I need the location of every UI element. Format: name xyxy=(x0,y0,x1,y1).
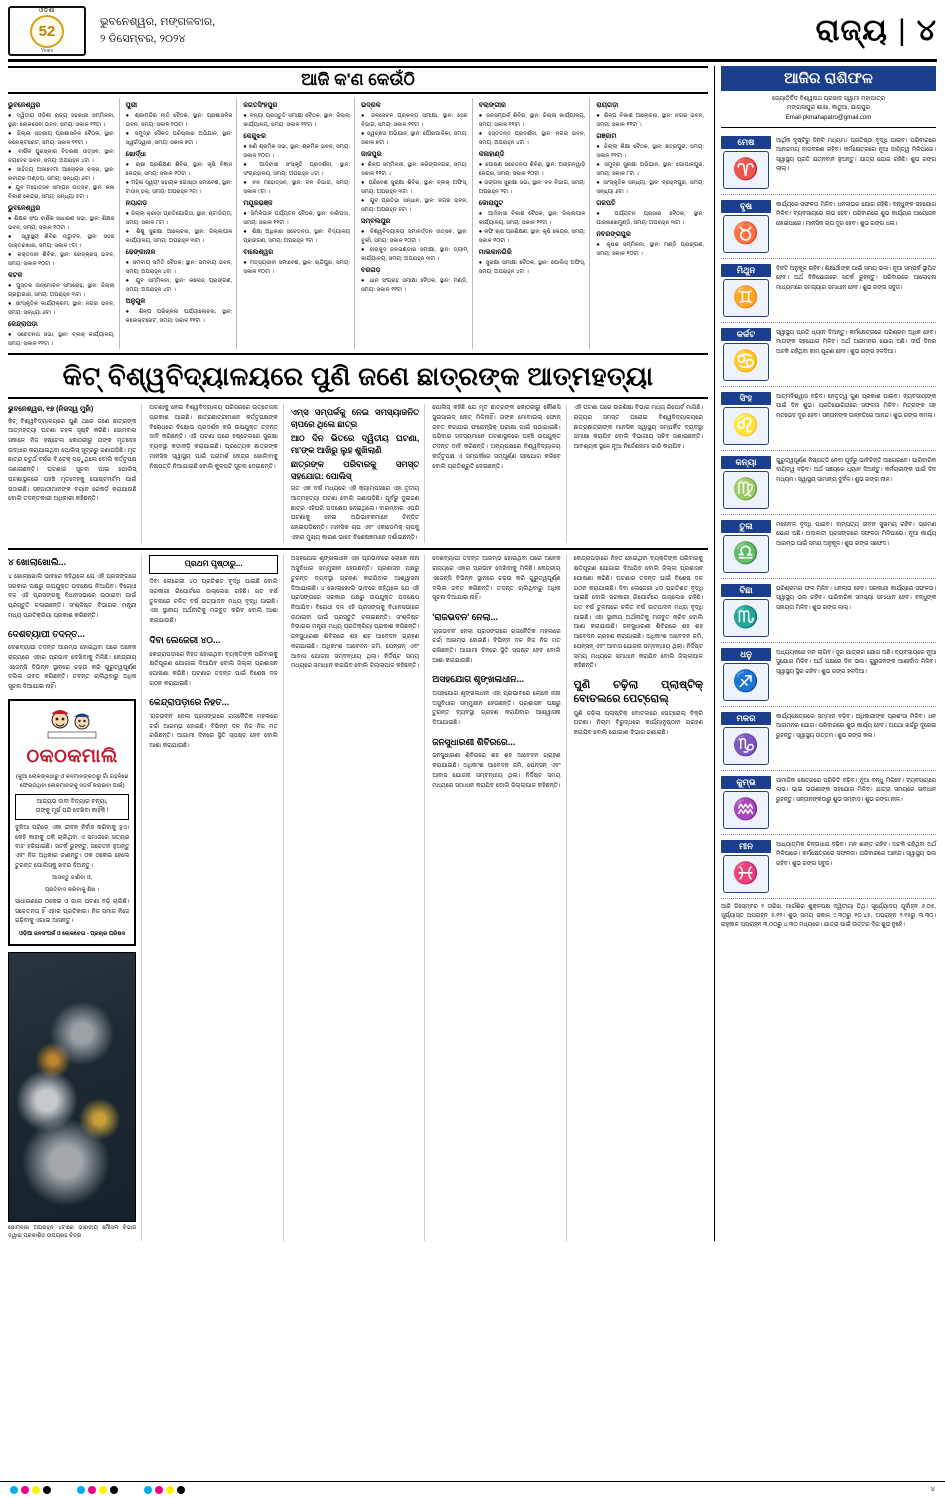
event-item: ● ପୋଷଣ ସଚେତନତା ଶିବିର, ସ୍ଥାନ: ଅଙ୍ଗନୱାଡ଼ି କେନ୍ଦ୍ର, ସମୟ: ସକାଳ ୧୦ଟା । xyxy=(478,162,586,177)
newspaper-logo xyxy=(8,6,86,56)
ad-credit: ଓଡ଼ିଆ ଜନସଂପର୍କ ଓ ଲୋକଚେତା - ପ୍ରଚାର ପରିଷଦ xyxy=(19,931,126,938)
zodiac-row xyxy=(721,195,936,259)
story-column xyxy=(432,404,566,543)
event-item: ● ଜଳସେଚନ ପ୍ରକଳ୍ପ ସମୀକ୍ଷା, ସ୍ଥାନ: ସେଚ ବିଭାଗ, ସମୟ: ସକାଳ ୧୧ଟା । xyxy=(361,113,468,128)
event-item: ● ବନ ମହୋତ୍ସବ, ସ୍ଥାନ: ବନ ବିଭାଗ, ସମୟ: ସକାଳ ୯ଟା । xyxy=(243,180,351,195)
event-city-heading: ଜାଜପୁର xyxy=(361,151,382,159)
event-city-heading: ଖୋର୍ଦ୍ଧା xyxy=(125,151,146,159)
event-item: ● ସମୁଦ୍ର ସୈକତ ପରିଷ୍କାର ଅଭିଯାନ, ସ୍ଥାନ: ସ୍ୱର୍ଗଦ୍ୱାର, ସମୟ: ସକାଳ ୭ଟା । xyxy=(125,131,233,146)
horoscope-sidebar xyxy=(714,66,936,1241)
zodiac-ବୃଷ-icon: ♉ xyxy=(723,215,769,253)
event-item: ● ଶିକ୍ଷା ଅଧିକାର ସଚେତନତା, ସ୍ଥାନ: ବିଦ୍ୟାଳୟ ପ୍ରାଙ୍ଗଣ, ସମୟ: ଅପରାହ୍ନ ୨ଟା । xyxy=(243,229,351,244)
event-item: ● ଶିଳ୍ପ ପରିଚାଳନା ପର୍ଯ୍ୟାଲୋଚନା, ସ୍ଥାନ: କଲେକ୍ଟରେଟ, ସମୟ: ସକାଳ ୧୧ଟା । xyxy=(125,309,233,324)
zodiac-icon-wrap xyxy=(721,584,771,637)
astrologer-address: ମଙ୍ଗଳାପୁର ଶାଖା, କାଠୁଆ, ଯାଜପୁର xyxy=(786,105,871,112)
event-item: ● ବାର୍ଷିକ ପୁରସ୍କାର ବିତରଣୀ ଉତ୍ସବ, ସ୍ଥାନ: ଜୟଦେବ ଭବନ, ସମୟ: ଅପରାହ୍ନ ୪ଟା । xyxy=(8,149,115,164)
event-city-heading: ପୁରୀ xyxy=(125,102,138,109)
masthead-place-date xyxy=(100,14,215,47)
zodiac-name-badge: ଧନୁ xyxy=(721,648,771,661)
event-city-heading: କେନ୍ଦ୍ରାପଡ଼ା xyxy=(8,321,38,329)
event-city-heading: ରାୟଗଡ଼ା xyxy=(596,102,619,109)
event-item: ● ଆଦିବାସୀ ବିକାଶ ବୈଠକ, ସ୍ଥାନ: ଜିଲ୍ଲାପାଳ କାର୍ଯ୍ୟାଳୟ, ସମୟ: ସକାଳ ୧୧ଟା । xyxy=(478,211,586,226)
horoscope-title: ଆଜିର ରାଶିଫଳ xyxy=(721,66,936,91)
event-city-heading: ଭୁବନେଶ୍ୱର xyxy=(8,205,41,213)
continuation-paragraph: ଅସହଯୋଗ ଶୃଙ୍ଖଳାଧୀନ ଏହା ପ୍ରଭାବରେ ଲୋକେ ନାନା ଅସୁବିଧାର ସମ୍ମୁଖୀନ ହେଉଛନ୍ତି। ପ୍ରଶାସନ ପକ୍ଷରୁ ତୁରନ୍ତ ବ୍ୟବସ୍ଥା ଗ୍ରହଣ କରାଯିବାର ଆଶ୍ୱାସନା ଦିଆଯାଇଛି। xyxy=(290,556,420,592)
continuation-paragraph: ୪ ଖୋଲାଖୋଲି ଭାବରେ କହିଥିଲେ ଯେ ଏହି ପ୍ରସଙ୍ଗରେ ସରକାର ପକ୍ଷରୁ ଉପଯୁକ୍ତ ପଦକ୍ଷେପ ନିଆଯିବ। ବିରୋଧୀ ଦଳ ଏହି ପ୍ରସଙ୍ଗକୁ ବିଧାନସଭାରେ ଉଠାଇବା ପାଇଁ ପ୍ରସ୍ତୁତି ଚଳାଇଛନ୍ତି। ସଂଶ୍ଳିଷ୍ଟ ବିଭାଗର ମନ୍ତ୍ରୀ ମଧ୍ୟ ପ୍ରତିକ୍ରିୟା ପ୍ରକାଶ କରିଛନ୍ତି। xyxy=(290,585,420,631)
zodiac-name-badge: ମକର xyxy=(721,712,771,725)
event-city-heading: ବରଗଡ଼ xyxy=(361,267,381,275)
continuation-column xyxy=(8,555,142,1240)
page-label: ୪ xyxy=(916,13,937,47)
continuation-head: ଦେଶବ୍ୟାପୀ ତଦନ୍ତ... xyxy=(8,628,85,639)
zodiac-ସିଂହ-icon: ♌ xyxy=(723,407,769,445)
ad-foot-line2: ପ୍ରତିବାଦ କରିବାକୁ ଶିଖ । xyxy=(44,886,100,893)
continuation-head: କେନ୍ଦ୍ରାପଡ଼ାରେ ନିହତ... xyxy=(149,697,230,708)
event-item: ● ଜିଲ୍ଲା ସ୍ତରୀୟ ପ୍ରଶାସନିକ ବୈଠକ, ସ୍ଥାନ: କଲେକ୍ଟରେଟ, ସମୟ: ସକାଳ ୧୧ଟା । xyxy=(8,131,115,146)
astrologer-email[interactable]: Email-pkmahapatro@gmail.com xyxy=(785,114,872,121)
event-city-heading: ସମ୍ବଲପୁର xyxy=(361,218,391,226)
logo-years-number: 52 xyxy=(38,22,56,40)
event-city-heading: ନବରଙ୍ଗପୁର xyxy=(596,231,631,239)
continuation-paragraph: ଦିବା ଲେଜେରୀ ୪୦ ପ୍ରତିଶତ ବୃଦ୍ଧି ପାଇଛି ବୋଲି ସରକାରୀ ରିପୋର୍ଟରେ ଉଲ୍ଲେଖ ରହିଛି। ଗତ ବର୍ଷ ତୁଳନାରେ ଚଳିତ ବର୍ଷ ଉତ୍ପାଦନ ମଧ୍ୟ ବୃଦ୍ଧି ପାଇଛି। ଏହା ସ୍ଥାନୀୟ ଅର୍ଥନୀତିକୁ ମଜବୁତ କରିବ ବୋଲି ଆଶା କରାଯାଉଛି। xyxy=(573,585,703,631)
story-subheadline: ଆଠ ଦିନ ଭିତରେ ଦ୍ୱିତୀୟ ଘଟଣା, ମା'ଙ୍କ ଆଖିରୁ ଲୁହ ଶୁଖିଲାଣି xyxy=(290,433,420,455)
event-item: ● ସଚେତନତା ସଭା, ସ୍ଥାନ: ବ୍ଲକ୍ କାର୍ଯ୍ୟାଳୟ, ସମୟ: ସକାଳ ୧୧ଟା । xyxy=(8,332,115,347)
event-item: ● ଶିକ୍ଷକ ସଂଘ ବାର୍ଷିକ ସାଧାରଣ ସଭା, ସ୍ଥାନ: ଶିକ୍ଷକ ଭବନ, ସମୟ: ସକାଳ ୧୦ଟା । xyxy=(8,216,115,231)
event-city-heading: କେନ୍ଦୁଝର xyxy=(243,133,266,141)
color-registration-dots xyxy=(144,1486,185,1494)
events-column xyxy=(361,98,473,349)
story-paragraph: ପୋଲିସ୍ କହିଛି ଯେ ମୃତ ଛାତ୍ରଙ୍କ କୋଠରୀରୁ କୌଣସି ସୁଇସାଇଡ୍ ନୋଟ୍ ମିଳିନାହିଁ। ତାଙ୍କ ମୋବାଇଲ୍ ଫୋନ୍ ଜବତ କରାଯାଇ ଫରେନ୍‌ସିକ୍ ପରୀକ୍ଷା ପାଇଁ ପଠାଯାଇଛି। ପରିବାର ସଦସ୍ୟମାନେ ଘଟଣାସ୍ଥଳରେ ପହଞ୍ଚି ଉପଯୁକ୍ତ ତଦନ୍ତ ଦାବି କରିଛନ୍ତି। ଅନ୍ୟପକ୍ଷରେ ବିଶ୍ୱବିଦ୍ୟାଳୟ କର୍ତ୍ତୃପକ୍ଷ ଏ ସମ୍ପର୍କରେ ସମ୍ପୂର୍ଣ୍ଣ ସହଯୋଗ କରିବେ ବୋଲି ପ୍ରତିଶ୍ରୁତି ଦେଇଛନ୍ତି। xyxy=(432,405,561,470)
zodiac-row xyxy=(721,387,936,451)
event-item: ● ସାଂସ୍କୃତିକ ସନ୍ଧ୍ୟା, ସ୍ଥାନ: ବ୍ରହ୍ମପୁର, ସମୟ: ସନ୍ଧ୍ୟା ୬ଟା । xyxy=(596,180,704,195)
event-item: ● ସିମିଳିପାଳ ପର୍ଯ୍ୟଟନ ବୈଠକ, ସ୍ଥାନ: ବାରିପଦା, ସମୟ: ସକାଳ ୧୧ଟା । xyxy=(243,211,351,226)
event-item: ● ମହିଳା ସ୍ୱୟଂ ସହାୟକ ଗୋଷ୍ଠୀ ସମାବେଶ, ସ୍ଥାନ: ଟାଉନ୍ ହଲ୍, ସମୟ: ଅପରାହ୍ନ ୨ଟା । xyxy=(125,180,233,195)
continuation-paragraph: ଦେଶବ୍ୟାପୀ ତଦନ୍ତ ଆରମ୍ଭ ହୋଇଥିବା ପରେ ଅନେକ ରାଜ୍ୟରେ ଏହାର ପ୍ରଭାବ ଦେଖିବାକୁ ମିଳିଛି। କେନ୍ଦ୍ରୀୟ ଏଜେନ୍ସି ବିଭିନ୍ନ ସ୍ଥାନରେ ଚଢ଼ଉ କରି ଗୁରୁତ୍ୱପୂର୍ଣ୍ଣ ଦଲିଲ ଜବତ କରିଛନ୍ତି। ତଦନ୍ତ ଚାଲିଥିବାରୁ ଅଧିକ ସୂଚନା ଦିଆଯାଇ ନାହିଁ। xyxy=(432,556,561,602)
continuation-column xyxy=(574,555,708,1240)
event-item: ● ଧାନ ସଂଗ୍ରହ ସମୀକ୍ଷା ବୈଠକ, ସ୍ଥାନ: ମଣ୍ଡି, ସମୟ: ସକାଳ ୧୧ଟା । xyxy=(361,278,468,293)
color-registration-dots xyxy=(77,1486,118,1494)
zodiac-ଧନୁ-icon: ♐ xyxy=(723,663,769,701)
event-city-heading: ଗଜପତି xyxy=(596,200,616,208)
main-content xyxy=(8,66,708,1241)
zodiac-name-badge: ମିଥୁନ xyxy=(721,264,771,277)
ad-slogan-line2: ତାଙ୍କୁ ମୂର୍ଖ ପରି ଦେଖିବା କାହିଁକି ! xyxy=(35,808,109,815)
zodiac-prediction-text: ଆଧ୍ୟାତ୍ମିକ ଚିନ୍ତାଧାରା ବଢ଼ିବ। ମନ ଶାନ୍ତ ରହିବ। ଅଟକି ରହିଥିବା ଅର୍ଥ ମିଳିପାରେ। କର୍ମକ୍ଷେତ୍ରରେ ସଫଳତା। ପରିବାରରେ ଆନନ୍ଦ। ସ୍ୱାସ୍ଥ୍ୟ ଭଲ ରହିବ। ଶୁଭ ରଙ୍ଗ ସବୁଜ। xyxy=(776,841,936,867)
zodiac-ମକର-icon: ♑ xyxy=(723,727,769,765)
registration-dot xyxy=(177,1486,185,1494)
zodiac-row xyxy=(721,643,936,707)
ad-slogan-box xyxy=(15,794,129,820)
zodiac-row xyxy=(721,835,936,899)
event-item: ● ରକ୍ତଦାନ ଶିବିର, ସ୍ଥାନ: ରେଡ୍‌କ୍ରସ୍ ଭବନ, ସମୟ: ସକାଳ ୧୦ଟା । xyxy=(8,252,115,267)
zodiac-name-badge: କୁମ୍ଭ xyxy=(721,776,771,789)
continuation-head: 'ରାଜଭବନ' ନେଲା... xyxy=(432,611,498,622)
zodiac-icon-wrap xyxy=(721,456,771,509)
event-item: ● ସ୍ୱାସ୍ଥ୍ୟ ଶିବିର ଉଦ୍ଘାଟନ, ସ୍ଥାନ: ସହର ଡାକ୍ତରଖାନା, ସମୟ: ସକାଳ ୯ଟା । xyxy=(8,234,115,249)
zodiac-icon-wrap xyxy=(721,776,771,829)
event-item: ● ଦ୍ୱିତୀୟ ଓଡ଼ିଶା ରାଜ୍ୟ ସହକାରୀ ସମ୍ମିଳନୀ, ସ୍ଥାନ: ଲୋକସେବା ଭବନ, ସମୟ: ସକାଳ ୧୧ଟା । xyxy=(8,113,115,128)
zodiac-icon-wrap xyxy=(721,392,771,445)
zodiac-କର୍କଟ-icon: ♋ xyxy=(723,343,769,381)
zodiac-prediction-text: କାର୍ଯ୍ୟକ୍ଷେତ୍ରରେ ସମ୍ମାନ ବଢ଼ିବ। ଅଧିକାରୀଙ୍କ ପ୍ରଶଂସା ମିଳିବ। ଧନ ଆଗମନର ଯୋଗ। ପରିବାରରେ ଶୁଭ କାର୍ଯ୍ୟ ହେବ। ଅଯଥା ଖର୍ଚ୍ଚରୁ ଦୂରେଇ ରୁହନ୍ତୁ। ସ୍ୱାସ୍ଥ୍ୟ ଉତ୍ତମ। ଶୁଭ ରଙ୍ଗ କଳା। xyxy=(776,713,936,739)
zodiac-row xyxy=(721,259,936,323)
zodiac-prediction-text: ଅଧ୍ୟୟନରେ ମନ ଲାଗିବ। ଦୂର ଯାତ୍ରାର ଯୋଗ ଅଛି। ବ୍ୟବସାୟରେ ନୂଆ ସୁଯୋଗ ମିଳିବ। ଅର୍ଥ ପକ୍ଷରେ ଦିନ ଭଲ। ଗୁରୁଜନଙ୍କ ଆଶୀର୍ବାଦ ମିଳିବ। ସ୍ୱାସ୍ଥ୍ୟ ସ୍ଥିର ରହିବ। ଶୁଭ ରଙ୍ଗ ହଳଦିଆ। xyxy=(776,649,936,675)
event-city-heading: ବାଲେଶ୍ୱର xyxy=(243,249,274,257)
story-subheadline: ଏମ୍‌ସ ସମ୍ପର୍କକୁ ନେଇ ସମସ୍ୟାଜନିତ ଚାପରେ ଥିଲେ ଛାତ୍ର xyxy=(290,407,420,429)
events-column xyxy=(126,98,238,349)
masthead-date: ୨ ଡିସେମ୍ବର, ୨୦୨୪ xyxy=(100,32,186,45)
logo-anniversary-ring xyxy=(30,15,64,48)
registration-dot xyxy=(21,1486,29,1494)
registration-dot xyxy=(110,1486,118,1494)
event-city-heading: ଗଞ୍ଜାମ xyxy=(596,133,617,141)
ad-slogan-line1: ଆଜ୍ୟଭ ଦାବୀ ବିଦ୍ୟାର ବନ୍ୟା, xyxy=(36,799,108,806)
zodiac-icon-wrap xyxy=(721,520,771,573)
zodiac-row xyxy=(721,323,936,387)
event-city-heading: ଢେଙ୍କାନାଳ xyxy=(125,249,156,257)
story-paragraph: ଗତ ଏକ ବର୍ଷ ମଧ୍ୟରେ ଏହି କ୍ୟାମ୍ପସରେ ଏହା ତୃତୀୟ ଆତ୍ମହତ୍ୟା ଘଟଣା ବୋଲି ଜଣାପଡ଼ିଛି। ପୂର୍ବରୁ ଦୁଇଜଣ ଛାତ୍ର ଏହିପରି ପଦକ୍ଷେପ ନେଇଥିଲେ। ବାରମ୍ବାର ଏପରି ଘଟଣାକୁ ନେଇ ଅଭିଭାବକମାନେ ଚିନ୍ତିତ ହୋଇପଡ଼ିଛନ୍ତି। ମାନସିକ ଚାପ ଏବଂ ଏକାଡେମିକ୍ ଚାପକୁ ଏହାର ମୁଖ୍ୟ କାରଣ ଭାବେ ବିଶେଷଜ୍ଞମାନେ ଦର୍ଶାଇଛନ୍ତି। xyxy=(290,486,420,541)
ad-body: ଦୁନିଆ ପରିରେ ଏକା ଜୀବନ ନିର୍ବାହ କରିବାକୁ ହୁଏ। କେହି କାହାକୁ ଠକି ଚାଲିଥିବା ଏ ସମାଜରେ ସତ୍ୟର ବାଟ ହଜିଯାଇଛି। ସତର୍କ ରୁହନ୍ତୁ, ସଚେତନ ହୁଅନ୍ତୁ ଏବଂ ନିଜ ଅଧିକାର ଜାଣନ୍ତୁ। ଠକ ଠକେଇ ହେଲେ ତୁରନ୍ତ ପୋଲିସ୍‌କୁ ଖବର ଦିଅନ୍ତୁ। xyxy=(15,825,130,869)
ad-note: ସାଧାରଣରେ ଠକେଇ ଓ ଜାଲ ଘଟଣା ବଢ଼ି ଚାଲିଛି। ସଚେତନତା ହିଁ ଏହାର ପ୍ରତିକାର। ନିଜ ସମାଜ ନିଜେ ଗଢ଼ିବାକୁ ଏଗାଇ ଆସନ୍ତୁ। xyxy=(15,899,130,924)
story-column xyxy=(574,404,708,543)
continuation-head: ଦିବା ଲେଜେରୀ ୪୦... xyxy=(149,634,221,645)
event-city-heading: ନୟାଗଡ଼ xyxy=(125,200,148,208)
zodiac-prediction-text: କାର୍ଯ୍ୟରେ ସଫଳତା ମିଳିବ। ଧନଲାଭର ଯୋଗ ରହିଛି। ବନ୍ଧୁଙ୍କ ସହଯୋଗ ମିଳିବ। ବ୍ୟବସାୟରେ ଲାଭ ହେବ। ପରିବାରରେ ଶୁଭ କାର୍ଯ୍ୟର ଆୟୋଜନ ହୋଇପାରେ। ମାନସିକ ଚାପ ଦୂର ହେବ। ଶୁଭ ରଙ୍ଗ ଧଳା। xyxy=(776,201,936,227)
zodiac-row xyxy=(721,707,936,771)
masthead-section xyxy=(816,14,937,48)
zodiac-ତୁଳା-icon: ♎ xyxy=(723,535,769,573)
event-item: ● ବନ୍ୟା ପ୍ରସ୍ତୁତି ସମୀକ୍ଷା ବୈଠକ, ସ୍ଥାନ: ଜିଲ୍ଲା କାର୍ଯ୍ୟାଳୟ, ସମୟ: ସକାଳ ୧୧ଟା । xyxy=(243,113,351,128)
event-item: ● ସୁରକ୍ଷା ସମୀକ୍ଷା ବୈଠକ, ସ୍ଥାନ: ପୋଲିସ୍ ଅଫିସ୍, ସମୟ: ଅପରାହ୍ନ ୪ଟା । xyxy=(478,260,586,275)
event-city-heading: ଅନୁଗୁଳ xyxy=(125,298,146,306)
zodiac-prediction-text: ଆର୍ଥିକ ଦୃଷ୍ଟିରୁ ଦିନଟି ମଧ୍ୟମ। ପ୍ରତିଷ୍ଠା ବୃଦ୍ଧି ପାଇବ। ପରିବାରରେ ଆନନ୍ଦମୟ ବାତାବରଣ ରହିବ। କର୍ମକ୍ଷେତ୍ରରେ ନୂଆ ଦାୟିତ୍ୱ ମିଳିପାରେ। ସ୍ୱାସ୍ଥ୍ୟ ପ୍ରତି ଯତ୍ନବାନ ହୁଅନ୍ତୁ। ଯାତ୍ରା ଯୋଗ ରହିଛି। ଶୁଭ ରଙ୍ଗ ଲାଲ୍। xyxy=(776,137,936,173)
continuation-head: ଜନସୁଧାରଣୀ ଶିବିରରେ... xyxy=(432,736,516,747)
continuation-paragraph: ଅସହଯୋଗ ଶୃଙ୍ଖଳାଧୀନ ଏହା ପ୍ରଭାବରେ ଲୋକେ ନାନା ଅସୁବିଧାର ସମ୍ମୁଖୀନ ହେଉଛନ୍ତି। ପ୍ରଶାସନ ପକ୍ଷରୁ ତୁରନ୍ତ ବ୍ୟବସ୍ଥା ଗ୍ରହଣ କରାଯିବାର ଆଶ୍ୱାସନା ଦିଆଯାଇଛି। xyxy=(432,691,561,727)
sidebar-divider xyxy=(721,127,936,128)
event-item: ● ଶିଳ୍ପ ବିକାଶ ଆଲୋଚନା, ସ୍ଥାନ: ନଗର ଭବନ, ସମୟ: ସକାଳ ୧୧ଟା । xyxy=(596,113,704,128)
zodiac-ବିଛା-icon: ♏ xyxy=(723,599,769,637)
zodiac-icon-wrap xyxy=(721,712,771,765)
event-item: ● ଜିଲ୍ଲା ଶିକ୍ଷା ବୈଠକ, ସ୍ଥାନ: ଛତ୍ରପୁର, ସମୟ: ସକାଳ ୧୧ଟା । xyxy=(596,144,704,159)
zodiac-ମୀନ-icon: ♓ xyxy=(723,855,769,893)
zodiac-row xyxy=(721,579,936,643)
zodiac-prediction-text: ଗୁରୁତ୍ୱପୂର୍ଣ୍ଣ ନିଷ୍ପତ୍ତି ନେବା ପୂର୍ବରୁ ଭାବିଚିନ୍ତି ଆଗେଇବେ। ପାରିବାରିକ ଦାୟିତ୍ୱ ବଢ଼ିବ। ଅର୍ଥ ସଞ୍ଚୟରେ ଧ୍ୟାନ ଦିଅନ୍ତୁ। କର୍ମଚାରୀଙ୍କ ପାଇଁ ଦିନ ମଧ୍ୟମ। ସ୍ୱାସ୍ଥ୍ୟ ସାମାନ୍ୟ ଦୁର୍ବଳ। ଶୁଭ ରଙ୍ଗ ନୀଳ। xyxy=(776,457,936,483)
zodiac-row xyxy=(721,771,936,835)
ad-subtitle: (କୁଆ ଲୋକଙ୍କଠାରୁ ଓ କନମାନଙ୍କଠାରୁ ଗାଁ ଗହଳିରେ ଫେରାଉଥିବା ଲୋକମାନଙ୍କୁ ସତର୍କ କରାଇବା ପାଇଁ) xyxy=(15,774,129,789)
event-item: ● ଶ୍ରୀମନ୍ଦିର ନୀତି ବୈଠକ, ସ୍ଥାନ: ପ୍ରଶାସନିକ ଭବନ, ସମୟ: ସକାଳ ୧୦ଟା । xyxy=(125,113,233,128)
section-divider: | xyxy=(897,13,907,47)
zodiac-row xyxy=(721,451,936,515)
registration-dot xyxy=(10,1486,18,1494)
continuation-paragraph: ୪ ଖୋଲାଖୋଲି ଭାବରେ କହିଥିଲେ ଯେ ଏହି ପ୍ରସଙ୍ଗରେ ସରକାର ପକ୍ଷରୁ ଉପଯୁକ୍ତ ପଦକ୍ଷେପ ନିଆଯିବ। ବିରୋଧୀ ଦଳ ଏହି ପ୍ରସଙ୍ଗକୁ ବିଧାନସଭାରେ ଉଠାଇବା ପାଇଁ ପ୍ରସ୍ତୁତି ଚଳାଇଛନ୍ତି। ସଂଶ୍ଳିଷ୍ଟ ବିଭାଗର ମନ୍ତ୍ରୀ ମଧ୍ୟ ପ୍ରତିକ୍ରିୟା ପ୍ରକାଶ କରିଛନ୍ତି। xyxy=(8,573,137,619)
continuation-head: ଅସହଯୋଗ ଶୃଙ୍ଖଳାଧୀନ... xyxy=(432,674,524,685)
story-paragraph: ଘଟଣାକୁ ନେଇ ବିଶ୍ୱବିଦ୍ୟାଳୟ ପରିସରରେ ଉତ୍ତେଜନା ପ୍ରକାଶ ପାଇଛି। ଛାତ୍ରଛାତ୍ରୀମାନେ କର୍ତ୍ତୃପକ୍ଷଙ୍କ ବିରୋଧରେ ବିକ୍ଷୋଭ ପ୍ରଦର୍ଶନ କରି ଉପଯୁକ୍ତ ତଦନ୍ତ ଦାବି କରିଛନ୍ତି। ଏହି ଘଟଣା ପରେ ହଷ୍ଟେଲରେ ସୁରକ୍ଷା ବ୍ୟବସ୍ଥା କଡ଼ାକଡ଼ି କରାଯାଇଛି। ପ୍ରତ୍ୟେକ ଛାତ୍ରଙ୍କ ମାନସିକ ସ୍ୱାସ୍ଥ୍ୟ ପାଇଁ ପରାମର୍ଶ କେନ୍ଦ୍ର ଖୋଲିବାକୁ ନିଷ୍ପତ୍ତି ନିଆଯାଇଛି ବୋଲି କୁଳପତି ସୂଚନା ଦେଇଛନ୍ତି। xyxy=(149,405,278,470)
event-item: ● ସମବାୟ ସମିତି ବୈଠକ, ସ୍ଥାନ: ସମବାୟ ଭବନ, ସମୟ: ଅପରାହ୍ନ ୪ଟା । xyxy=(125,260,233,275)
ad-title: ଠକଠକମାଲି xyxy=(26,745,118,767)
registration-dot xyxy=(77,1486,85,1494)
footer-page-number: ୪ xyxy=(930,1485,935,1493)
event-item: ● ପୁସ୍ତକ ଉନ୍ମୋଚନ ସମାରୋହ, ସ୍ଥାନ: ଜିଲ୍ଲା ଗ୍ରନ୍ଥାଗାର, ସମୟ: ଅପରାହ୍ନ ୩ଟା । xyxy=(8,283,115,298)
story-subheadline: ଛାତ୍ରଙ୍କ ପରିବାରକୁ ସମସ୍ତ ସହଯୋଗ: ପୋଲିସ୍ xyxy=(290,459,420,481)
story-column xyxy=(291,404,425,543)
zodiac-icon-wrap xyxy=(721,136,771,189)
zodiac-name-badge: ମୀନ xyxy=(721,840,771,853)
events-column xyxy=(243,98,355,349)
zodiac-prediction-text: ପରିଶ୍ରମର ଫଳ ମିଳିବ। ଧନଲାଭ ହେବ। ସରକାରୀ କାର୍ଯ୍ୟରେ ସଫଳତା। ସ୍ୱାସ୍ଥ୍ୟ ଭଲ ରହିବ। ପାରିବାରିକ ସମସ୍ୟା ସମାଧାନ ହେବ। ବନ୍ଧୁଙ୍କ ସହାୟତା ମିଳିବ। ଶୁଭ ରଙ୍ଗ ଲାଲ୍। xyxy=(776,585,936,611)
continuation-paragraph: କେନ୍ଦ୍ରାପଡ଼ାରେ ନିହତ ହୋଇଥିବା ବ୍ୟକ୍ତିଙ୍କ ପରିବାରକୁ କ୍ଷତିପୂରଣ ଯୋଗାଇ ଦିଆଯିବ ବୋଲି ଜିଲ୍ଲା ପ୍ରଶାସନ ଘୋଷଣା କରିଛି। ଘଟଣାର ତଦନ୍ତ ପାଇଁ ବିଶେଷ ଦଳ ଗଠନ କରାଯାଇଛି। xyxy=(149,651,278,687)
continuation-paragraph: ଦିବା ଲେଜେରୀ ୪୦ ପ୍ରତିଶତ ବୃଦ୍ଧି ପାଇଛି ବୋଲି ସରକାରୀ ରିପୋର୍ଟରେ ଉଲ୍ଲେଖ ରହିଛି। ଗତ ବର୍ଷ ତୁଳନାରେ ଚଳିତ ବର୍ଷ ଉତ୍ପାଦନ ମଧ୍ୟ ବୃଦ୍ଧି ପାଇଛି। ଏହା ସ୍ଥାନୀୟ ଅର୍ଥନୀତିକୁ ମଜବୁତ କରିବ ବୋଲି ଆଶା କରାଯାଉଛି। xyxy=(149,579,278,625)
continuation-column xyxy=(432,555,566,1240)
registration-dot xyxy=(99,1486,107,1494)
masthead xyxy=(8,6,937,62)
continuation-paragraph: 'ରାଜଭବନ' ନେଲା ପ୍ରସଙ୍ଗରେ ରାଜନୈତିକ ମହଲରେ ଚର୍ଚ୍ଚା ଆରମ୍ଭ ହୋଇଛି। ବିଭିନ୍ନ ଦଳ ନିଜ ନିଜ ମତ ରଖିଛନ୍ତି। ଆଗାମୀ ଦିନରେ ସ୍ଥିତି ସ୍ପଷ୍ଟ ହେବ ବୋଲି ଆଶା କରାଯାଉଛି। xyxy=(149,713,278,750)
zodiac-ମେଷ-icon: ♈ xyxy=(723,151,769,189)
page-footer xyxy=(0,1481,945,1497)
registration-dot xyxy=(166,1486,174,1494)
logo-years-label: Years xyxy=(40,47,54,54)
ad-foot-line1: ଆସନ୍ତୁ ଜାଣିବା ଓ, xyxy=(52,874,93,881)
story-dateline: ଭୁବନେଶ୍ୱର, ୧୭ (ନିଜସ୍ୱ ମୁହାଁ) xyxy=(8,406,94,414)
events-grid xyxy=(8,98,708,355)
zodiac-icon-wrap xyxy=(721,840,771,893)
satellite-caption: ସୋମବାର ଅପରାହ୍ନ ୪ଟାରେ ଭାରତୀୟ ମୌସମ ବିଭାଗ ଦ୍ୱାରା ପ୍ରକାଶିତ ଉପଗ୍ରହ ଚିତ୍ର xyxy=(8,1224,137,1240)
zodiac-name-badge: ବିଛା xyxy=(721,584,771,597)
zodiac-କୁମ୍ଭ-icon: ♒ xyxy=(723,791,769,829)
jump-from-page-one-label: ପ୍ରଥମ ପୃଷ୍ଠାରୁ... xyxy=(149,555,277,574)
event-city-heading: ବଲାଙ୍ଗୀର xyxy=(478,102,506,109)
continuation-paragraph: ଜନସୁଧାରଣୀ ଶିବିରରେ ଶହ ଶହ ଆବେଦନ ଗ୍ରହଣ କରାଯାଇଛି। ଅଧିକାଂଶ ଆବେଦନ ଜମି, ପେନ୍‌ସନ୍ ଏବଂ ଆବାସ ଯୋଜନା ସମ୍ବନ୍ଧୀୟ ଥିଲା। ନିର୍ଦ୍ଦିଷ୍ଟ ସମୟ ମଧ୍ୟରେ ସମାଧାନ କରାଯିବ ବୋଲି ଜିଲ୍ଲାପାଳ କହିଛନ୍ତି। xyxy=(290,634,420,670)
event-city-heading: ଭଦ୍ରକ xyxy=(361,102,381,109)
zodiac-prediction-text: ସ୍ୱାସ୍ଥ୍ୟ ପ୍ରତି ଧ୍ୟାନ ଦିଅନ୍ତୁ। କର୍ମକ୍ଷେତ୍ରରେ ପରିଶ୍ରମ ଅଧିକ ହେବ। ମାତାଙ୍କ ସହଯୋଗ ମିଳିବ। ଅର୍ଥ ଆଗମନର ଯୋଗ ଅଛି। ଦୀର୍ଘ ଦିନର ଅଟକି ରହିଥିବା କାମ ପୂରଣ ହେବ। ଶୁଭ ରଙ୍ଗ ହଳଦିଆ। xyxy=(776,329,936,355)
zodiac-prediction-text: ମନୋବଳ ବୃଦ୍ଧି ପାଇବ। ଦାମ୍ପତ୍ୟ ଜୀବନ ସୁଖମୟ ରହିବ। ଭ୍ରମଣ ଯୋଗ ଅଛି। ଅଦାଲତୀ ପ୍ରସଙ୍ଗରେ ସଫଳତା ମିଳିପାରେ। ନୂଆ କାର୍ଯ୍ୟ ଆରମ୍ଭ ପାଇଁ ସମୟ ଅନୁକୂଳ। ଶୁଭ ରଙ୍ଗ ସଫେଦ। xyxy=(776,521,936,547)
event-city-heading: କଟକ xyxy=(8,272,23,280)
event-item: ● ଚାଷୀ ପ୍ରଶିକ୍ଷଣ ଶିବିର, ସ୍ଥାନ: କୃଷି ବିଜ୍ଞାନ କେନ୍ଦ୍ର, ସମୟ: ସକାଳ ୧୦ଟା । xyxy=(125,162,233,177)
zodiac-icon-wrap xyxy=(721,264,771,317)
events-column xyxy=(479,98,591,349)
zodiac-row xyxy=(721,515,936,579)
zodiac-prediction-text: ଦିନଟି ଅନୁକୂଳ ରହିବ। ଶିକ୍ଷାର୍ଥୀଙ୍କ ପାଇଁ ସମୟ ଭଲ। ନୂଆ ସମ୍ପର୍କ ସ୍ଥାପିତ ହେବ। ଅର୍ଥ ବିନିଯୋଗରେ ସତର୍କ ରୁହନ୍ତୁ। ପରିବାରରେ ଆଲୋଚନା ମାଧ୍ୟମରେ ସମସ୍ୟାର ସମାଧାନ ହେବ। ଶୁଭ ରଙ୍ଗ ସବୁଜ। xyxy=(776,265,936,291)
events-column xyxy=(596,98,708,349)
event-city-heading: ମୟୂରଭଞ୍ଜ xyxy=(243,200,273,208)
event-item: ● ସାହିତ୍ୟ ଅକାଦେମୀ ଆଲୋଚନା ଚକ୍ର, ସ୍ଥାନ: ରବୀନ୍ଦ୍ର ମଣ୍ଡପ, ସମୟ: ସନ୍ଧ୍ୟା ୬ଟା । xyxy=(8,167,115,182)
zodiac-name-badge: ବୃଷ xyxy=(721,200,771,213)
event-item: ● ଜିଲ୍ଲା କ୍ରୀଡ଼ା ପ୍ରତିଯୋଗିତା, ସ୍ଥାନ: ଷ୍ଟାଡିୟମ, ସମୟ: ସକାଳ ୮ଟା । xyxy=(125,211,233,226)
continuation-paragraph: ପୁଣି ଚଢ଼ିଲା ପ୍ଲାଷ୍ଟିକ୍ ବୋତଲରେ ପେଟ୍ରୋଲ୍ ବିକ୍ରି ଘଟଣା। ନିୟମ ବିରୁଦ୍ଧରେ କାର୍ଯ୍ୟାନୁଷ୍ଠାନ ଗ୍ରହଣ କରାଯିବ ବୋଲି ଯୋଗାଣ ବିଭାଗ ଜଣାଇଛି। xyxy=(573,710,703,737)
ad-cartoon-icon xyxy=(46,706,98,740)
zodiac-row xyxy=(721,131,936,195)
registration-dot xyxy=(155,1486,163,1494)
event-city-heading: ମାଲକାନଗିରି xyxy=(478,249,512,257)
color-registration-dots xyxy=(10,1486,51,1494)
horoscope-byline xyxy=(721,95,936,123)
event-item: ● ପର୍ଯ୍ୟଟନ ପ୍ରସାର ବୈଠକ, ସ୍ଥାନ: ପାରଳାଖେମୁଣ୍ଡି, ସମୟ: ଅପରାହ୍ନ ୩ଟା । xyxy=(596,211,704,226)
registration-dot xyxy=(43,1486,51,1494)
events-column xyxy=(8,98,120,349)
event-item: ● ହୀରାକୁଦ ଜଳଭଣ୍ଡାର ସମୀକ୍ଷା, ସ୍ଥାନ: ଡ୍ୟାମ୍ କାର୍ଯ୍ୟାଳୟ, ସମୟ: ଅପରାହ୍ନ ୩ଟା । xyxy=(361,247,468,262)
lead-headline: କିଟ୍ ବିଶ୍ୱବିଦ୍ୟାଳୟରେ ପୁଣି ଜଣେ ଛାତ୍ରଙ୍କ ଆତ୍ମହତ୍ୟା xyxy=(8,355,708,399)
event-item: ● ହସ୍ତତନ୍ତ ପ୍ରଦର୍ଶନୀ, ସ୍ଥାନ: ନଗର ଭବନ, ସମୟ: ଅପରାହ୍ନ ୪ଟା । xyxy=(478,131,586,146)
masthead-city: ଭୁବନେଶ୍ୱର, ମଙ୍ଗଳବାର, xyxy=(100,16,216,28)
event-item: ● ଆଦିବାସୀ ସଂସ୍କୃତି ପ୍ରଦର୍ଶନୀ, ସ୍ଥାନ: ସଂଗ୍ରହାଳୟ, ସମୟ: ଅପରାହ୍ନ ୪ଟା । xyxy=(243,162,351,177)
event-item: ● ପରିବେଶ ସୁରକ୍ଷା ଶିବିର, ସ୍ଥାନ: ବ୍ଲକ୍ ଅଫିସ୍, ସମୟ: ଅପରାହ୍ନ ୩ଟା । xyxy=(361,180,468,195)
continuation-column xyxy=(149,555,283,1240)
event-item: ● ସ୍ୱଚ୍ଛତା ଅଭିଯାନ, ସ୍ଥାନ: ପୌରପାଳିକା, ସମୟ: ସକାଳ ୭ଟା । xyxy=(361,131,468,146)
zodiac-name-badge: ସିଂହ xyxy=(721,392,771,405)
story-paragraph: କିଟ୍ ବିଶ୍ୱବିଦ୍ୟାଳୟରେ ପୁଣି ଥରେ ଜଣେ ଛାତ୍ରଙ୍କ ଆତ୍ମହତ୍ୟା ଘଟଣା ଚହଳ ସୃଷ୍ଟି କରିଛି। ସୋମବାର ସକାଳେ ନିଜ ହଷ୍ଟେଲ କୋଠରୀରୁ ତାଙ୍କ ମୃତଦେହ ଉଦ୍ଧାର କରାଯାଇଥିବା ପୋଲିସ୍ ସୂତ୍ରରୁ ଜଣାପଡ଼ିଛି। ମୃତ ଛାତ୍ର ଚତୁର୍ଥ ବର୍ଷର ବି.ଟେକ୍ ପଢ଼ୁଥିଲେ ବୋଲି କର୍ତ୍ତୃପକ୍ଷ ଜଣାଇଛନ୍ତି। ଘଟଣାର ସୂଚନା ପାଇ ପୋଲିସ୍ ଘଟଣାସ୍ଥଳରେ ପହଞ୍ଚି ମୃତଦେହକୁ ପୋଷ୍ଟମର୍ଟମ ପାଇଁ ପଠାଇଛି। ସହପାଠୀମାନଙ୍କ ବୟାନ ରେକର୍ଡ କରାଯାଉଛି ବୋଲି ତଦନ୍ତକାରୀ ଅଧିକାରୀ କହିଛନ୍ତି। xyxy=(8,418,137,503)
continuation-head: ପୁଣି ଚଢ଼ିଲା ପ୍ଲାଷ୍ଟିକ୍ ବୋତଲରେ ପେଟ୍ରୋଲ୍ xyxy=(573,679,703,706)
astrologer-name: ଜ୍ୟୋତିର୍ବିଦ ବିଶ୍ୱନାଥ ପ୍ରସାଦ ସ୍ୱାମୀ ମହାପାତ୍ର xyxy=(771,96,886,102)
zodiac-name-badge: ମେଷ xyxy=(721,136,771,149)
continuation-head: ୪ ଖୋଲାଖୋଲି... xyxy=(8,557,67,568)
zodiac-icon-wrap xyxy=(721,200,771,253)
continuation-region xyxy=(8,555,708,1240)
zodiac-name-badge: କର୍କଟ xyxy=(721,328,771,341)
registration-dot xyxy=(144,1486,152,1494)
horoscope-footer: ଆଜି ଡିସେମ୍ବର ୨ ତାରିଖ, ମାର୍ଗଶିର ଶୁକ୍ଳପକ୍ଷ ଦ୍ୱିତୀୟା ତିଥି। ସୂର୍ଯ୍ୟୋଦୟ ପୂର୍ବାହ୍ନ ୬.୦୫, ସୂର୍ଯ୍ୟାସ୍ତ ଅପରାହ୍ନ ୫.୧୨। ଶୁଭ ସମୟ ସକାଳ ୯.୩୦ରୁ ୧୦.୪୫, ଅପରାହ୍ନ ୨.୧୫ରୁ ୩.୩୦। ରାହୁକାଳ ଅପରାହ୍ନ ୩.୦୦ରୁ ୪.୩୦ ମଧ୍ୟରେ। ଯାତ୍ରା ପାଇଁ ଉତ୍ତର ଦିଗ ଶୁଭ ନୁହେଁ। xyxy=(721,903,936,929)
event-item: ● ଶିଳ୍ପ ସମ୍ମିଳନୀ, ସ୍ଥାନ: କଳିଙ୍ଗନଗର, ସମୟ: ସକାଳ ୧୧ଟା । xyxy=(361,162,468,177)
zodiac-name-badge: କନ୍ୟା xyxy=(721,456,771,469)
zodiac-କନ୍ୟା-icon: ♍ xyxy=(723,471,769,509)
registration-dot xyxy=(88,1486,96,1494)
event-city-heading: ଭୁବନେଶ୍ୱର xyxy=(8,102,41,109)
event-item: ● ମତ୍ସ୍ୟଜୀବୀ ସମାବେଶ, ସ୍ଥାନ: ଚାନ୍ଦିପୁର, ସମୟ: ସକାଳ ୧୦ଟା । xyxy=(243,260,351,275)
section-title: ରାଜ୍ୟ xyxy=(815,13,888,47)
event-item: ● ବିଶ୍ୱବିଦ୍ୟାଳୟ ସମାବର୍ତ୍ତନ ଉତ୍ସବ, ସ୍ଥାନ: ବୁର୍ଲା, ସମୟ: ସକାଳ ୧୦ଟା । xyxy=(361,229,468,244)
event-item: ● ଶିଶୁ ସୁରକ୍ଷା ଆଲୋଚନା, ସ୍ଥାନ: ଜିଲ୍ଲାପାଳ କାର୍ଯ୍ୟାଳୟ, ସମୟ: ଅପରାହ୍ନ ୩ଟା । xyxy=(125,229,233,244)
zodiac-prediction-text: ଆତ୍ମବିଶ୍ୱାସ ବଢ଼ିବ। ନେତୃତ୍ୱ ଗୁଣ ପ୍ରକାଶ ପାଇବ। ବ୍ୟବସାୟୀଙ୍କ ପାଇଁ ଦିନ ଶୁଭ। ପ୍ରତିଯୋଗିତାରେ ସଫଳତା ମିଳିବ। ମିତ୍ରଙ୍କ ସହ ମତଭେଦ ଦୂର ହେବ। ସନ୍ତାନଙ୍କ ଉନ୍ନତିରେ ଆନନ୍ଦ। ଶୁଭ ରଙ୍ଗ କମଳା। xyxy=(776,393,936,419)
zodiac-ମିଥୁନ-icon: ♊ xyxy=(723,279,769,317)
event-item: ● କଫି ଚାଷ ପ୍ରଶିକ୍ଷଣ, ସ୍ଥାନ: କୃଷି କେନ୍ଦ୍ର, ସମୟ: ସକାଳ ୧୦ଟା । xyxy=(478,229,586,244)
zodiac-prediction-text: ସାମାଜିକ କ୍ଷେତ୍ରରେ ପରିଚିତି ବଢ଼ିବ। ନୂଆ ବନ୍ଧୁ ମିଳିବେ। ବ୍ୟବସାୟରେ ଲାଭ। ଭାଇ ଭଉଣୀଙ୍କ ସହଯୋଗ ମିଳିବ। ଯାତ୍ରା ସମୟରେ ସାବଧାନ ରୁହନ୍ତୁ। ସନ୍ତାନଙ୍କଠାରୁ ଶୁଭ ସମ୍ବାଦ। ଶୁଭ ରଙ୍ଗ ନୀଳ। xyxy=(776,777,936,803)
event-city-heading: ଜଗତସିଂହପୁର xyxy=(243,102,278,109)
event-item: ● ସାଂସ୍କୃତିକ କାର୍ଯ୍ୟକ୍ରମ, ସ୍ଥାନ: ନଗର ଭବନ, ସମୟ: ସନ୍ଧ୍ୟା ୬ଟା । xyxy=(8,301,115,316)
continuation-paragraph: କେନ୍ଦ୍ରାପଡ଼ାରେ ନିହତ ହୋଇଥିବା ବ୍ୟକ୍ତିଙ୍କ ପରିବାରକୁ କ୍ଷତିପୂରଣ ଯୋଗାଇ ଦିଆଯିବ ବୋଲି ଜିଲ୍ଲା ପ୍ରଶାସନ ଘୋଷଣା କରିଛି। ଘଟଣାର ତଦନ୍ତ ପାଇଁ ବିଶେଷ ଦଳ ଗଠନ କରାଯାଇଛି। xyxy=(573,556,703,592)
story-column xyxy=(8,404,142,543)
zodiac-icon-wrap xyxy=(721,328,771,381)
event-item: ● ଯୁବ ସମ୍ମିଳନୀ, ସ୍ଥାନ: କଲେଜ୍ ପ୍ରାଙ୍ଗଣ, ସମୟ: ଅପରାହ୍ନ ୪ଟା । xyxy=(125,278,233,293)
event-city-heading: କଳାହାଣ୍ଡି xyxy=(478,151,505,159)
logo-top-text: ଓଡ଼ିଶା xyxy=(39,7,55,14)
continuation-paragraph: ଦେଶବ୍ୟାପୀ ତଦନ୍ତ ଆରମ୍ଭ ହୋଇଥିବା ପରେ ଅନେକ ରାଜ୍ୟରେ ଏହାର ପ୍ରଭାବ ଦେଖିବାକୁ ମିଳିଛି। କେନ୍ଦ୍ରୀୟ ଏଜେନ୍ସି ବିଭିନ୍ନ ସ୍ଥାନରେ ଚଢ଼ଉ କରି ଗୁରୁତ୍ୱପୂର୍ଣ୍ଣ ଦଲିଲ ଜବତ କରିଛନ୍ତି। ତଦନ୍ତ ଚାଲିଥିବାରୁ ଅଧିକ ସୂଚନା ଦିଆଯାଇ ନାହିଁ। xyxy=(8,645,137,690)
events-section-title: ଆଜି କ'ଣ କେଉଁଠି xyxy=(8,66,708,94)
zodiac-name-badge: ତୁଳା xyxy=(721,520,771,533)
continuation-paragraph: 'ରାଜଭବନ' ନେଲା ପ୍ରସଙ୍ଗରେ ରାଜନୈତିକ ମହଲରେ ଚର୍ଚ୍ଚା ଆରମ୍ଭ ହୋଇଛି। ବିଭିନ୍ନ ଦଳ ନିଜ ନିଜ ମତ ରଖିଛନ୍ତି। ଆଗାମୀ ଦିନରେ ସ୍ଥିତି ସ୍ପଷ୍ଟ ହେବ ବୋଲି ଆଶା କରାଯାଉଛି। xyxy=(432,628,561,664)
continuation-paragraph: ଜନସୁଧାରଣୀ ଶିବିରରେ ଶହ ଶହ ଆବେଦନ ଗ୍ରହଣ କରାଯାଇଛି। ଅଧିକାଂଶ ଆବେଦନ ଜମି, ପେନ୍‌ସନ୍ ଏବଂ ଆବାସ ଯୋଜନା ସମ୍ବନ୍ଧୀୟ ଥିଲା। ନିର୍ଦ୍ଦିଷ୍ଟ ସମୟ ମଧ୍ୟରେ ସମାଧାନ କରାଯିବ ବୋଲି ଜିଲ୍ଲାପାଳ କହିଛନ୍ତି। xyxy=(432,753,561,789)
story-paragraph: ଏହି ଘଟଣା ପରେ ଉଚ୍ଚଶିକ୍ଷା ବିଭାଗ ମଧ୍ୟ ରିପୋର୍ଟ ମାଗିଛି। ରାଜ୍ୟର ସମସ୍ତ ଘରୋଇ ବିଶ୍ୱବିଦ୍ୟାଳୟରେ ଛାତ୍ରଛାତ୍ରୀଙ୍କ ମାନସିକ ସ୍ୱାସ୍ଥ୍ୟ ସମ୍ପର୍କିତ ବ୍ୟବସ୍ଥା ସମୀକ୍ଷା କରାଯିବ ବୋଲି ବିଭାଗୀୟ ସଚିବ ଜଣାଇଛନ୍ତି। ଆବଶ୍ୟକ ସ୍ଥଳେ ନୂଆ ନିର୍ଦ୍ଦେଶନାମା ଜାରି କରାଯିବ। xyxy=(573,405,703,451)
story-column xyxy=(149,404,283,543)
zodiac-list xyxy=(721,131,936,899)
event-item: ● ଜଙ୍ଗଲ ସୁରକ୍ଷା ସଭା, ସ୍ଥାନ: ବନ ବିଭାଗ, ସମୟ: ଅପରାହ୍ନ ୨ଟା । xyxy=(478,180,586,195)
continuation-column xyxy=(291,555,425,1240)
event-item: ● ଯୁବ ମହୋତ୍ସବ ସମାପନ ଉତ୍ସବ, ସ୍ଥାନ: କଳା ବିକାଶ କେନ୍ଦ୍ର, ସମୟ: ସନ୍ଧ୍ୟା ୫ଟା । xyxy=(8,185,115,200)
event-item: ● ସମୁଦ୍ର ସୁରକ୍ଷା ଅଭିଯାନ, ସ୍ଥାନ: ଗୋପାଳପୁର, ସମୟ: ସକାଳ ୮ଟା । xyxy=(596,162,704,177)
event-item: ● ଖଣି ଶ୍ରମିକ ସଭା, ସ୍ଥାନ: ଶ୍ରମିକ ଭବନ, ସମୟ: ସକାଳ ୧୦ଟା । xyxy=(243,144,351,159)
continuation-paragraph: ଜନସୁଧାରଣୀ ଶିବିରରେ ଶହ ଶହ ଆବେଦନ ଗ୍ରହଣ କରାଯାଇଛି। ଅଧିକାଂଶ ଆବେଦନ ଜମି, ପେନ୍‌ସନ୍ ଏବଂ ଆବାସ ଯୋଜନା ସମ୍ବନ୍ଧୀୟ ଥିଲା। ନିର୍ଦ୍ଦିଷ୍ଟ ସମୟ ମଧ୍ୟରେ ସମାଧାନ କରାଯିବ ବୋଲି ଜିଲ୍ଲାପାଳ କହିଛନ୍ତି। xyxy=(573,624,703,670)
event-city-heading: କୋରାପୁଟ xyxy=(478,200,504,208)
zodiac-icon-wrap xyxy=(721,648,771,701)
registration-dot xyxy=(32,1486,40,1494)
event-item: ● ଯୁବ ପ୍ରତିଭା ସନ୍ଧାନ, ସ୍ଥାନ: ନଗର ଭବନ, ସମୟ: ଅପରାହ୍ନ ୫ଟା । xyxy=(361,198,468,213)
satellite-image xyxy=(8,952,136,1222)
event-item: ● ଜନସମ୍ପର୍କ ଶିବିର, ସ୍ଥାନ: ଜିଲ୍ଲା କାର୍ଯ୍ୟାଳୟ, ସମୟ: ସକାଳ ୧୧ଟା । xyxy=(478,113,586,128)
event-item: ● କୃଷକ ସମ୍ମିଳନୀ, ସ୍ଥାନ: ମଣ୍ଡି ପ୍ରାଙ୍ଗଣ, ସମୟ: ସକାଳ ୧୦ଟା । xyxy=(596,242,704,257)
advertisement[interactable] xyxy=(8,699,136,946)
lead-story xyxy=(8,399,708,550)
